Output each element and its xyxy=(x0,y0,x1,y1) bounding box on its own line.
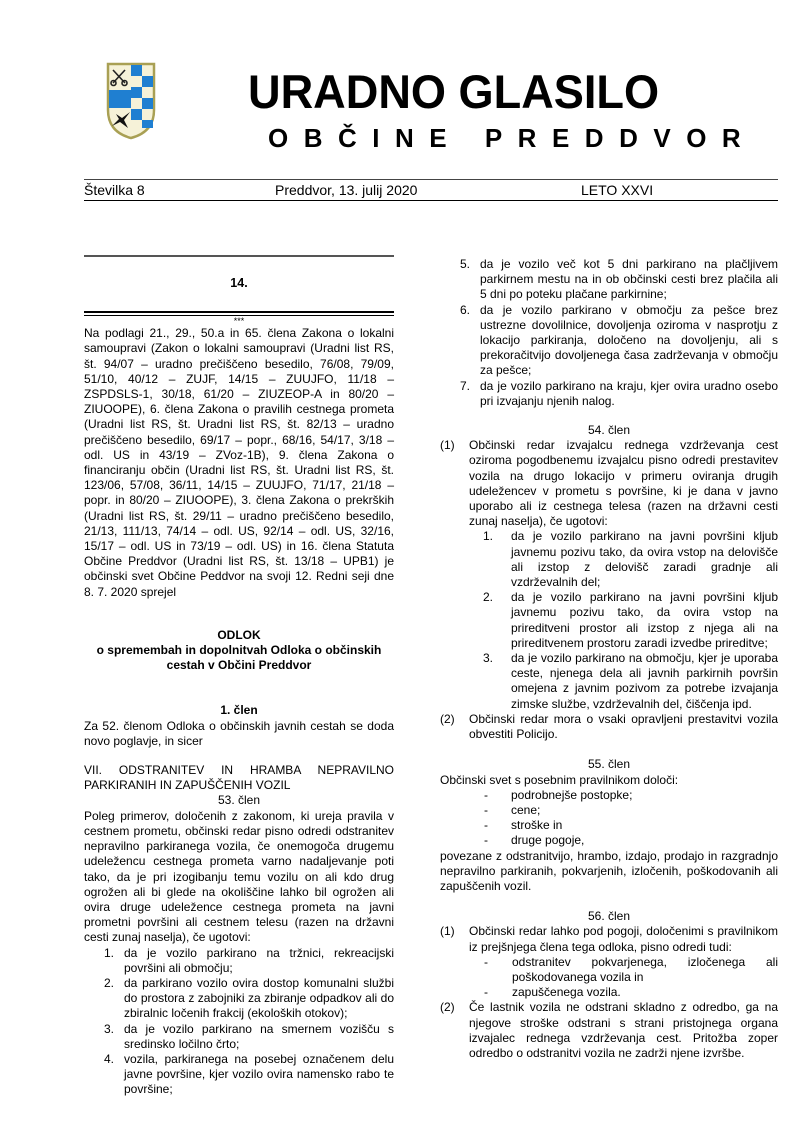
list-number: 1. xyxy=(104,945,115,960)
clen-56-paragraph-1 xyxy=(440,924,778,954)
dash-bullet: - xyxy=(484,985,488,1000)
clen-56-paragraph-2 xyxy=(440,1000,778,1061)
list-number: 2. xyxy=(104,975,115,990)
paragraph-number: (1) xyxy=(440,924,455,939)
list-item xyxy=(440,818,778,833)
preamble-paragraph: Na podlagi 21., 29., 50.a in 65. člena Zakona o lokalni samoupravi (Zakon o lokalni samoupravi (Uradni list RS, št. 94/07 – uradno prečiščeno besedilo, 76/08, 79/09, 51/10, 40/12 – ZUJF, 14/15 – ZUUJFO, 11/18 – ZSPDSLS-1, 30/18, 61/20 – ZIUZEOP-A in 80/20 – ZIUOOPE), 6. člena Zakona o pravilih cestnega prometa (Uradni list RS, št. Uradni list RS, št. 82/13 – uradno prečiščeno besedilo, 69/17 – popr., 68/16, 54/17, 3/18 – odl. US in 43/19 – ZVoz-1B), 9. člena Zakona o financiranju občin (Uradni list RS, št. Uradni list RS, št. 123/06, 57/08, 36/11, 14/15 – ZUUJFO, 71/17, 21/18 – popr. in 80/20 – ZIUOOPE), 3. člena Zakona o prekrških (Uradni list RS, št. 29/11 – uradno prečiščeno besedilo, 21/13, 111/13, 74/14 – odl. US, 92/14 – odl. US, 32/16, 15/17 – odl. US in 73/19 – odl. US) in 16. člena Statuta Občine Preddvor (Uradni list RS, št. 13/18 – UPB1) je občinski svet Občine Peddvor na svoji 12. Redni seji dne 8. 7. 2020 sprejel xyxy=(84,326,394,599)
list-number: 7. xyxy=(460,378,471,393)
list-item xyxy=(440,651,778,712)
list-item xyxy=(440,803,778,818)
issue-year: LETO XXVI xyxy=(581,182,654,198)
odlok-subtitle: o spremembah in dopolnitvah Odloka o občinskih cestah v Občini Preddvor xyxy=(96,643,382,673)
list-number: 6. xyxy=(460,302,471,317)
list-item xyxy=(84,1022,394,1052)
list-item xyxy=(440,788,778,803)
list-text: da je vozilo parkirano na javni površini kljub javnemu pozivu tako, da ovira vstop na delovišče ali izstop z delovišč zaradi gradnje ali vzdrževalnih del; xyxy=(511,529,778,590)
list-text: da je vozilo parkirano na območju, kjer je uporaba ceste, njenega dela ali javnih parkirnih površin omejena z javnim pozivom za potrebe izvajanja zimske službe, vzdrževalnih del, čiščenja ipd. xyxy=(511,651,778,711)
list-text: podrobnejše postopke; xyxy=(511,787,633,802)
list-text: da je vozilo parkirano na smernem vozišču s sredinsko ločilno črto; xyxy=(124,1021,394,1051)
list-number: 3. xyxy=(104,1021,115,1036)
list-text: cene; xyxy=(511,802,541,817)
list-text: da je vozilo parkirano na javni površini kljub javnemu pozivu tako, da ovira vstop na prireditveni prostor ali izstop z njega ali na prireditvenem prostoru zaradi izvedbe prireditve; xyxy=(511,590,778,650)
list-text: zapuščenega vozila. xyxy=(512,985,621,1000)
dash-bullet: - xyxy=(484,818,488,833)
publication-subtitle: OBČINE PREDDVOR xyxy=(268,123,757,153)
list-item xyxy=(440,379,778,409)
list-item xyxy=(84,1052,394,1098)
paragraph-number: (2) xyxy=(440,711,455,726)
list-item xyxy=(440,955,778,985)
header-rule-bottom xyxy=(84,200,778,201)
clen-53-heading: 53. člen xyxy=(217,793,261,808)
paragraph-text: Občinski redar mora o vsaki opravljeni prestavitvi vozila obvestiti Policijo. xyxy=(469,711,778,742)
dash-bullet: - xyxy=(484,787,488,802)
list-number: 4. xyxy=(104,1051,115,1066)
list-item xyxy=(84,946,394,976)
list-text: da je vozilo parkirano na kraju, kjer ovira uradno osebo pri izvajanju njenih nalog. xyxy=(480,378,778,408)
list-item xyxy=(440,303,778,379)
clen-55-heading: 55. člen xyxy=(587,757,631,772)
list-number: 5. xyxy=(460,257,471,271)
chapter-heading: VII. ODSTRANITEV IN HRAMBA NEPRAVILNO PARKIRANIH IN ZAPUŠČENIH VOZIL xyxy=(84,763,394,793)
list-text: stroške in xyxy=(511,818,563,833)
right-column xyxy=(440,257,778,1061)
clen-54-paragraph-2 xyxy=(440,712,778,742)
section-rule-thick xyxy=(84,311,394,313)
paragraph-text: Če lastnik vozila ne odstrani skladno z odredbo, ga na njegove stroške odstrani s strani pristojnega organa izvajalec rednega vzdrževanja cest. Pritožba zoper odredbo o odstranitvi vozila ne zadrži njene izvršbe. xyxy=(469,1000,778,1060)
paragraph-text: Občinski redar lahko pod pogoji, določenimi s pravilnikom iz prejšnjega člena tega odloka, pisno odredi tudi: xyxy=(469,924,778,954)
clen-53-list xyxy=(84,946,394,1098)
separator-stars: *** xyxy=(233,316,245,327)
clen-53-text: Poleg primerov, določenih z zakonom, ki ureja pravila v cestnem prometu, občinski redar pisno odredi odstranitev nepravilno parkiranega vozila, če onemogoča drugemu udeležencu cestnega prometa varno nadaljevanje poti tako, da je pri izogibanju temu vozilu on ali kdo drug ogrožen ali bi glede na okoliščine lahko bil ogrožen ali ovira druge udeležence cestnega prometa na javni prometni površini ali cestnem telesu (razen na državni cesti zunaj naselja), če ugotovi: xyxy=(84,808,394,945)
publication-title: URADNO GLASILO xyxy=(248,65,660,118)
section-rule-top xyxy=(84,255,394,257)
clen-54-heading: 54. člen xyxy=(587,423,631,438)
list-text: da je vozilo parkirano na tržnici, rekreacijski površini ali območju; xyxy=(124,945,394,975)
list-text: odstranitev pokvarjenega, izločenega ali poškodovanega vozila in xyxy=(512,954,778,984)
list-text: da je vozilo parkirano v območju za pešce brez ustrezne dovolilnice, dovoljenja oziroma v nasprotju z lokacijo parkiranja, določeno na dovoljenju, ali s prekoračitvijo dovoljenega časa zadrževanja v območju za pešce; xyxy=(480,302,778,378)
list-number: 1. xyxy=(483,529,494,544)
clen-54-list xyxy=(440,529,778,711)
paragraph-text: Občinski redar izvajalcu rednega vzdrževanja cest oziroma pogodbenemu izvajalcu pisno odredi prestavitev vozila na drugo lokacijo v primeru oviranja drugih udeležencev v prometu s površine, ki je dana v javno uporabo ali iz cestnega telesa (razen na državni cesti zunaj naselja), če ugotovi: xyxy=(469,438,778,529)
dash-bullet: - xyxy=(484,833,488,848)
clen-55-intro: Občinski svet s posebnim pravilnikom določi: xyxy=(440,772,679,787)
list-number: 2. xyxy=(483,590,494,605)
clen-54-paragraph-1 xyxy=(440,438,778,529)
list-text: da parkirano vozilo ovira dostop komunalni službi do prostora z zabojniki za zbiranje odpadkov ali do zbiralnic ločenih frakcij (ekoloških otokov); xyxy=(124,975,394,1021)
paragraph-number: (2) xyxy=(440,1000,455,1015)
clen-1-text: Za 52. členom Odloka o občinskih javnih cestah se doda novo poglavje, in sicer xyxy=(84,718,394,748)
paragraph-number: (1) xyxy=(440,438,455,453)
list-item xyxy=(440,833,778,848)
left-column xyxy=(84,255,394,1098)
dash-bullet: - xyxy=(484,802,488,817)
list-item xyxy=(440,529,778,590)
municipal-crest-logo xyxy=(106,62,156,140)
list-text: da je vozilo več kot 5 dni parkirano na plačljivem parkirnem mestu na in ob občinski cesti brez plačila ali 5 dni po poteku plačane parkirnine; xyxy=(480,257,778,302)
list-text: druge pogoje, xyxy=(511,833,585,848)
item-number: 14. xyxy=(230,276,248,290)
clen-53-list-continued xyxy=(440,257,778,409)
clen-55-outro: povezane z odstranitvijo, hrambo, izdajo, prodajo in razgradnjo nepravilno parkiranih, pokvarjenih, izločenih, poškodovanih ali zapuščenih vozil. xyxy=(440,848,778,893)
header-rule-top xyxy=(84,179,778,180)
list-item xyxy=(84,976,394,1022)
odlok-title: ODLOK xyxy=(217,627,261,642)
list-item xyxy=(440,590,778,651)
dash-bullet: - xyxy=(484,954,488,969)
list-item xyxy=(440,257,778,303)
list-text: vozila, parkiranega na posebej označenem delu javne površine, kjer vozilo ovira namensko rabo te površine; xyxy=(124,1051,394,1097)
clen-56-heading: 56. člen xyxy=(587,909,631,924)
list-item xyxy=(440,985,778,1000)
list-number: 3. xyxy=(483,651,494,666)
issue-number: Številka 8 xyxy=(84,182,145,198)
issue-place-date: Preddvor, 13. julij 2020 xyxy=(275,182,418,198)
clen-1-heading: 1. člen xyxy=(220,703,258,718)
